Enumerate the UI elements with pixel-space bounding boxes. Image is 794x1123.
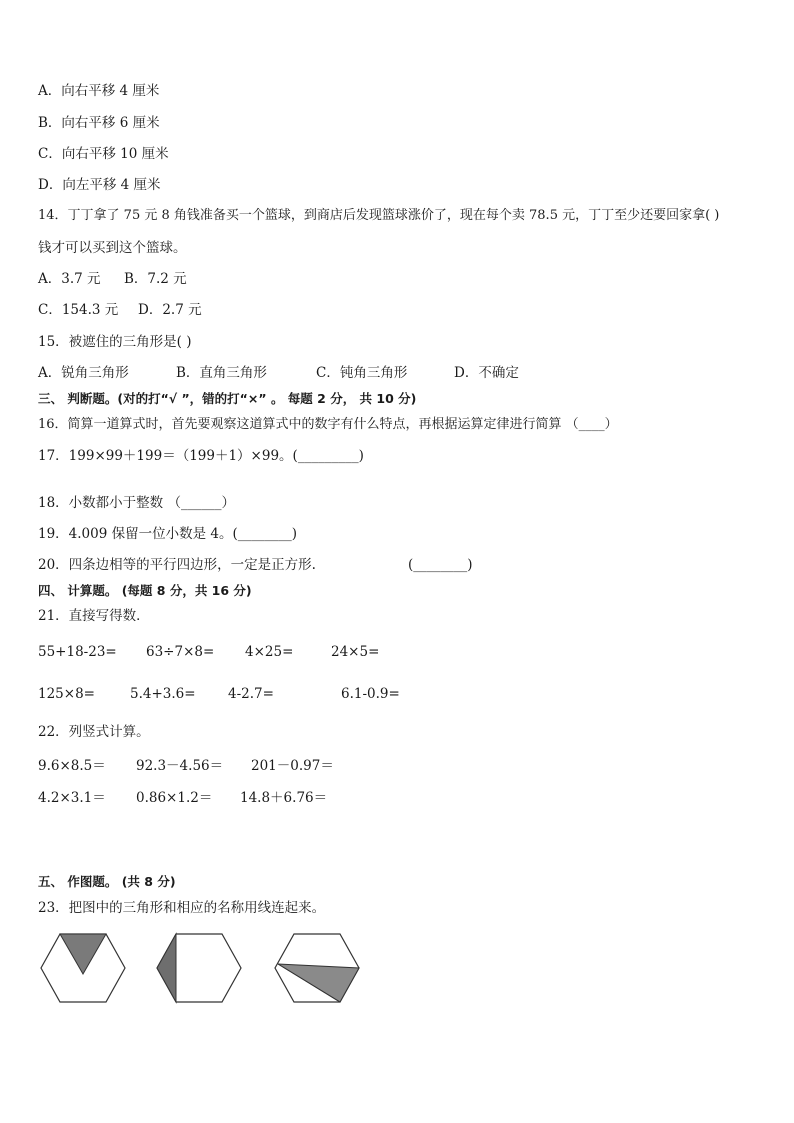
q13-option-d: D．向左平移 4 厘米 (38, 177, 161, 193)
q22-expr: 201－0.97＝ (251, 758, 334, 774)
q14-stem-line1: 14．丁丁拿了 75 元 8 角钱准备买一个篮球，到商店后发现篮球涨价了，现在每个卖 78.5 元，丁丁至少还要回家拿( ) (38, 208, 720, 223)
section-4-heading: 四、 计算题。 (每题 8 分，共 16 分) (38, 583, 252, 598)
q15-option-a: A．锐角三角形 (38, 365, 129, 381)
q21-expr: 5.4+3.6= (130, 686, 196, 702)
q14-option-a: A．3.7 元 (38, 271, 101, 287)
q21-expr: 63÷7×8= (146, 644, 215, 660)
q14-option-d: D．2.7 元 (138, 302, 202, 318)
hexagon-figure-2 (154, 928, 244, 1008)
q13-option-b: B．向右平移 6 厘米 (38, 115, 160, 131)
q20: 20．四条边相等的平行四边形，一定是正方形. (38, 557, 316, 573)
q22-expr: 92.3－4.56＝ (136, 758, 224, 774)
hexagon-figure-3 (272, 928, 362, 1008)
q15-stem: 15．被遮住的三角形是( ) (38, 334, 192, 350)
q16: 16．简算一道算式时，首先要观察这道算式中的数字有什么特点，再根据运算定律进行简算 （____） (38, 417, 618, 432)
q21-stem: 21．直接写得数． (38, 608, 150, 624)
section-3-heading: 三、 判断题。(对的打“√ ”，错的打“×” 。 每题 2 分， 共 10 分) (38, 391, 417, 406)
q14-option-c: C．154.3 元 (38, 302, 119, 318)
q17: 17．199×99＋199＝（199＋1）×99。(_________) (38, 448, 364, 464)
q22-expr: 14.8＋6.76＝ (240, 790, 328, 806)
q21-expr: 4×25= (245, 644, 294, 660)
q14-option-b: B．7.2 元 (124, 271, 187, 287)
q21-expr: 24×5= (331, 644, 380, 660)
q22-expr: 9.6×8.5＝ (38, 758, 106, 774)
q14-stem-line2: 钱才可以买到这个篮球。 (38, 240, 187, 256)
q15-option-d: D．不确定 (454, 365, 519, 381)
q19: 19．4.009 保留一位小数是 4。(________) (38, 526, 298, 542)
q15-option-b: B．直角三角形 (176, 365, 267, 381)
q13-option-c: C．向右平移 10 厘米 (38, 146, 169, 162)
q20-answer-blank: (________) (408, 557, 473, 573)
q21-expr: 6.1-0.9= (341, 686, 400, 702)
q21-expr: 4-2.7= (228, 686, 274, 702)
q22-stem: 22．列竖式计算。 (38, 724, 150, 740)
q22-expr: 4.2×3.1＝ (38, 790, 106, 806)
q23-stem: 23．把图中的三角形和相应的名称用线连起来。 (38, 900, 326, 916)
q22-expr: 0.86×1.2＝ (136, 790, 213, 806)
q18: 18．小数都小于整数 （______） (38, 495, 235, 511)
q21-expr: 55+18-23= (38, 644, 117, 660)
q13-option-a: A．向右平移 4 厘米 (38, 83, 160, 99)
section-5-heading: 五、 作图题。 (共 8 分) (38, 874, 176, 889)
shaded-triangle (157, 934, 176, 1002)
hexagon-figure-1 (38, 928, 128, 1008)
q15-option-c: C．钝角三角形 (316, 365, 408, 381)
q21-expr: 125×8= (38, 686, 95, 702)
